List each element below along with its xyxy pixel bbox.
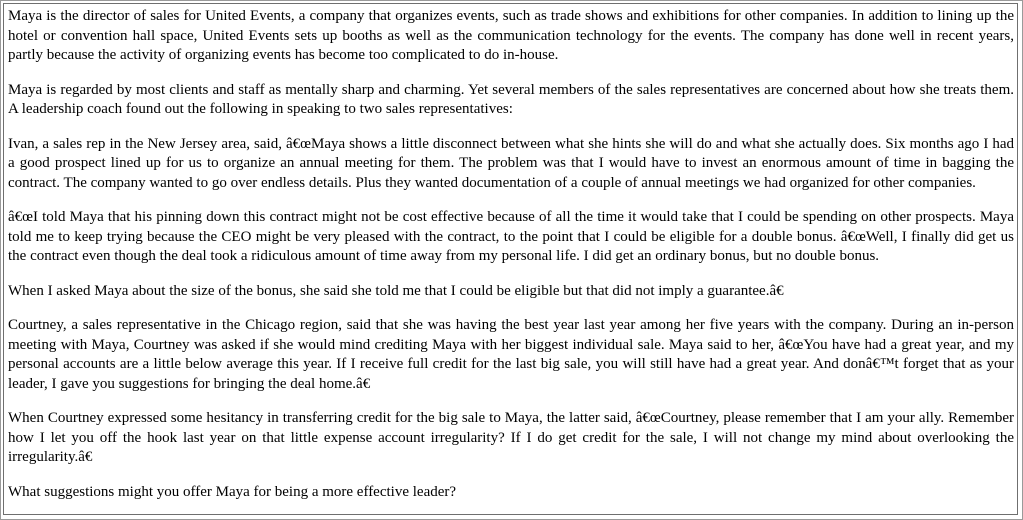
paragraph-courtney-hesitancy: When Courtney expressed some hesitancy in transferring credit for the big sale to Maya, the latter said, â€œCourtney, please remember that I am your ally. Remember how I let you off the hook last year on that little expense account irregularity? If I do get credit for the sale, I will not change my mind about overlooking the irregularity.â€ xyxy=(8,410,1014,465)
paragraph-maya-reputation: Maya is regarded by most clients and staff as mentally sharp and charming. Yet several members of the sales representatives are concerned about how she treats them. A leadership coach found out the following in speaking to two sales representatives: xyxy=(8,81,1014,117)
paragraph-company-intro: Maya is the director of sales for United Events, a company that organizes events, such as trade shows and exhibitions for other companies. In addition to lining up the hotel or convention hall space, United Events sets up booths as well as the communication technology for the events. The company has done well in recent years, partly because the activity of organizing events has become too complicated to do in-house. xyxy=(8,8,1014,63)
document-inner-border xyxy=(3,3,1018,515)
paragraph-ivan-bonus: â€œI told Maya that his pinning down this contract might not be cost effective because of all the time it would take that I could be spending on other prospects. Maya told me to keep trying because the CEO might be very pleased with the contract, to the point that I could be eligible for a double bonus. â€œWell, I finally did get us the contract even though the deal took a ridiculous amount of time away from my personal life. I did get an ordinary bonus, but no double bonus. xyxy=(8,209,1014,264)
case-study-text xyxy=(8,7,1014,502)
paragraph-courtney-account: Courtney, a sales representative in the Chicago region, said that she was having the best year last year among her five years with the company. During an in-person meeting with Maya, Courtney was asked if she would mind crediting Maya with her biggest individual sale. Maya said to her, â€œYou have had a great year, and my personal accounts are a little below average this year. If I receive full credit for the last big sale, you will still have had a great year. And donâ€™t forget that as your leader, I gave you suggestions for bringing the deal home.â€ xyxy=(8,317,1014,392)
paragraph-bonus-question: When I asked Maya about the size of the bonus, she said she told me that I could be eligible but that did not imply a guarantee.â€ xyxy=(8,282,784,299)
paragraph-discussion-question: What suggestions might you offer Maya for being a more effective leader? xyxy=(8,483,457,500)
paragraph-ivan-account: Ivan, a sales rep in the New Jersey area, said, â€œMaya shows a little disconnect between what she hints she will do and what she actually does. Six months ago I had a good prospect lined up for us to organize an annual meeting for them. The problem was that I would have to invest an enormous amount of time in bagging the contract. The company wanted to go over endless details. Plus they wanted documentation of a couple of annual meetings we had organized for other companies. xyxy=(8,135,1014,191)
